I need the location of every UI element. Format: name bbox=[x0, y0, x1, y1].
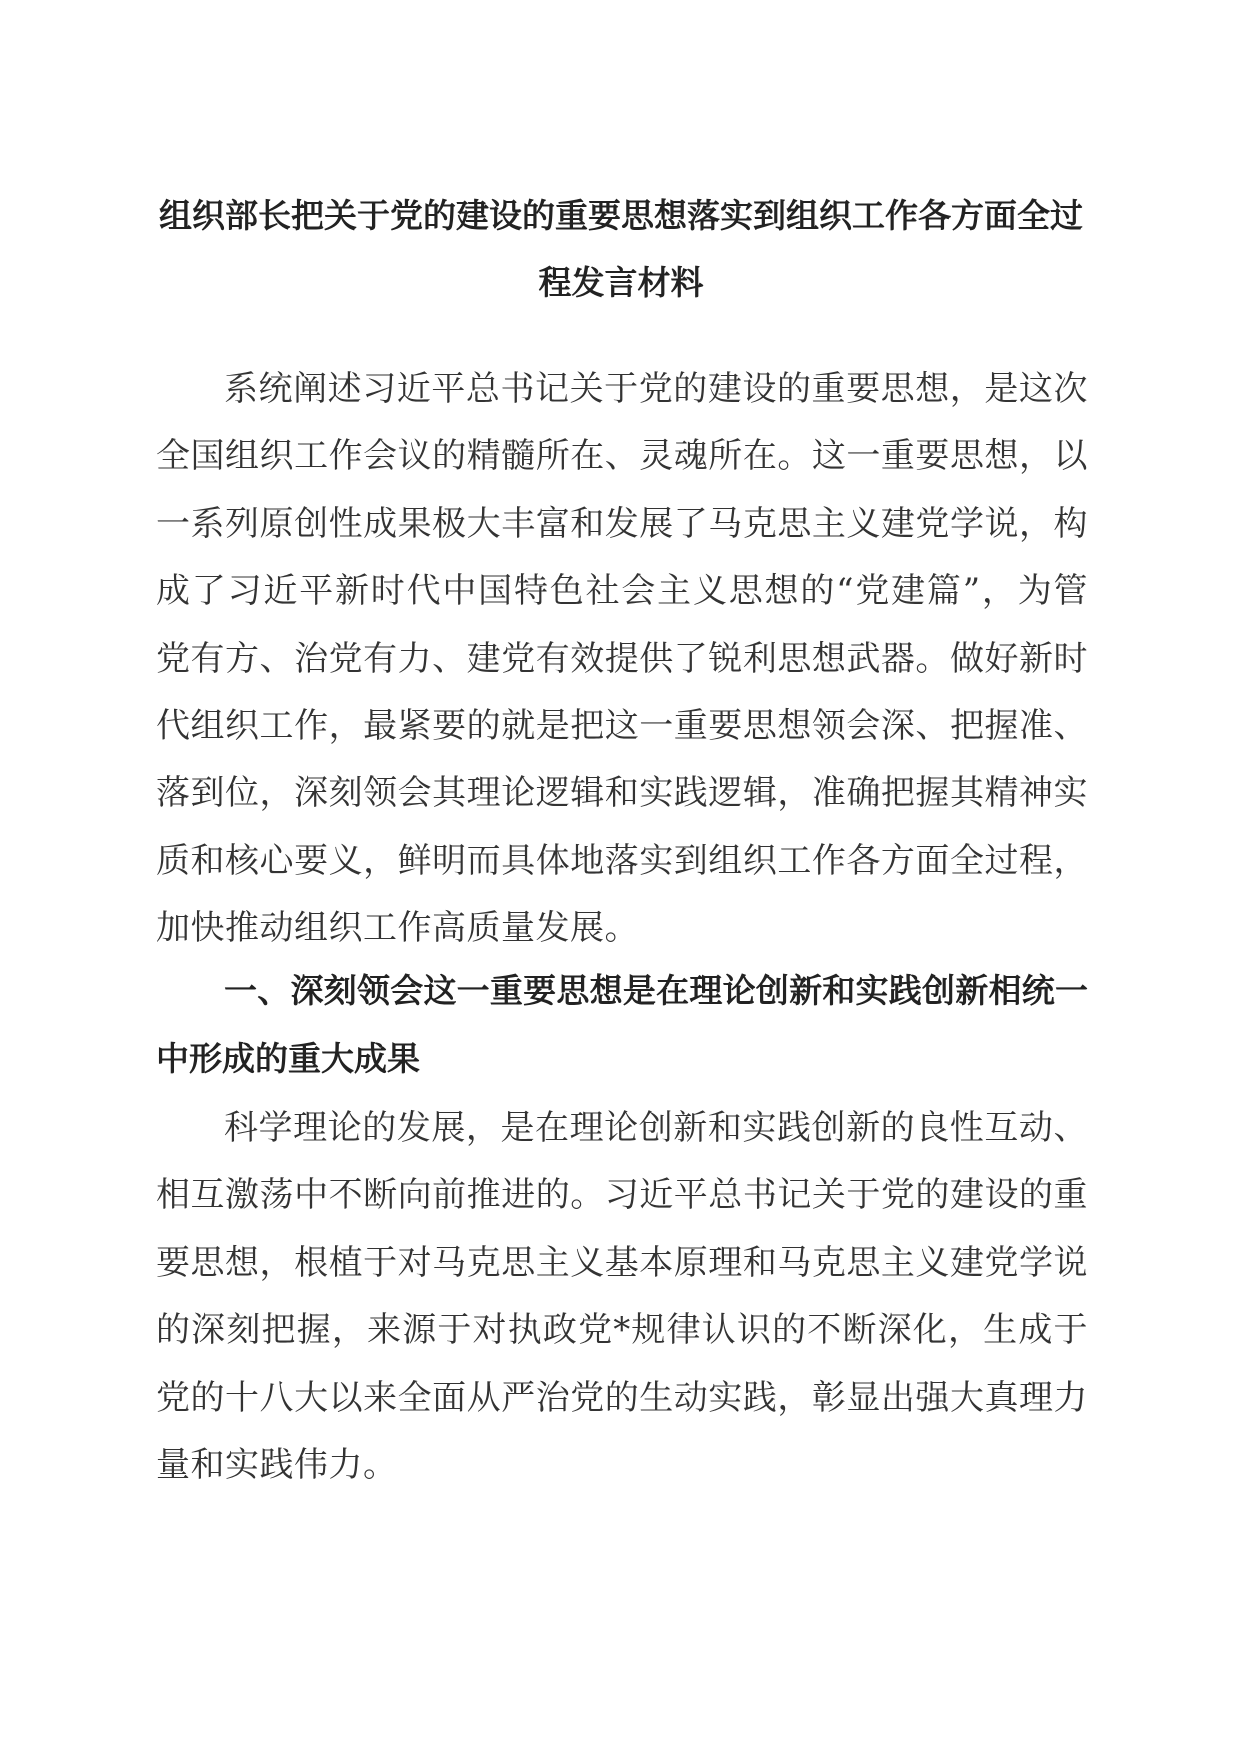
document-title: 组织部长把关于党的建设的重要思想落实到组织工作各方面全过程发言材料 bbox=[159, 196, 1083, 302]
section-paragraph: 科学理论的发展，是在理论创新和实践创新的良性互动、相互激荡中不断向前推进的。习近平总书记关于党的建设的重要思想，根植于对马克思主义基本原理和马克思主义建党学说的深刻把握，来源于对执政党*规律认识的不断深化，生成于党的十八大以来全面从严治党的生动实践，彰显出强大真理力量和实践伟力。 bbox=[156, 1108, 1088, 1486]
section-heading: 一、深刻领会这一重要思想是在理论创新和实践创新相统一中形成的重大成果 bbox=[156, 971, 1088, 1078]
intro-paragraph: 系统阐述习近平总书记关于党的建设的重要思想，是这次全国组织工作会议的精髓所在、灵魂所在。这一重要思想，以一系列原创性成果极大丰富和发展了马克思主义建党学说，构成了习近平新时代中国特色社会主义思想的“党建篇”，为管党有方、治党有力、建党有效提供了锐利思想武器。做好新时代组织工作，最紧要的就是把这一重要思想领会深、把握准、落到位，深刻领会其理论逻辑和实践逻辑，准确把握其精神实质和核心要义，鲜明而具体地落实到组织工作各方面全过程，加快推动组织工作高质量发展。 bbox=[156, 369, 1088, 949]
